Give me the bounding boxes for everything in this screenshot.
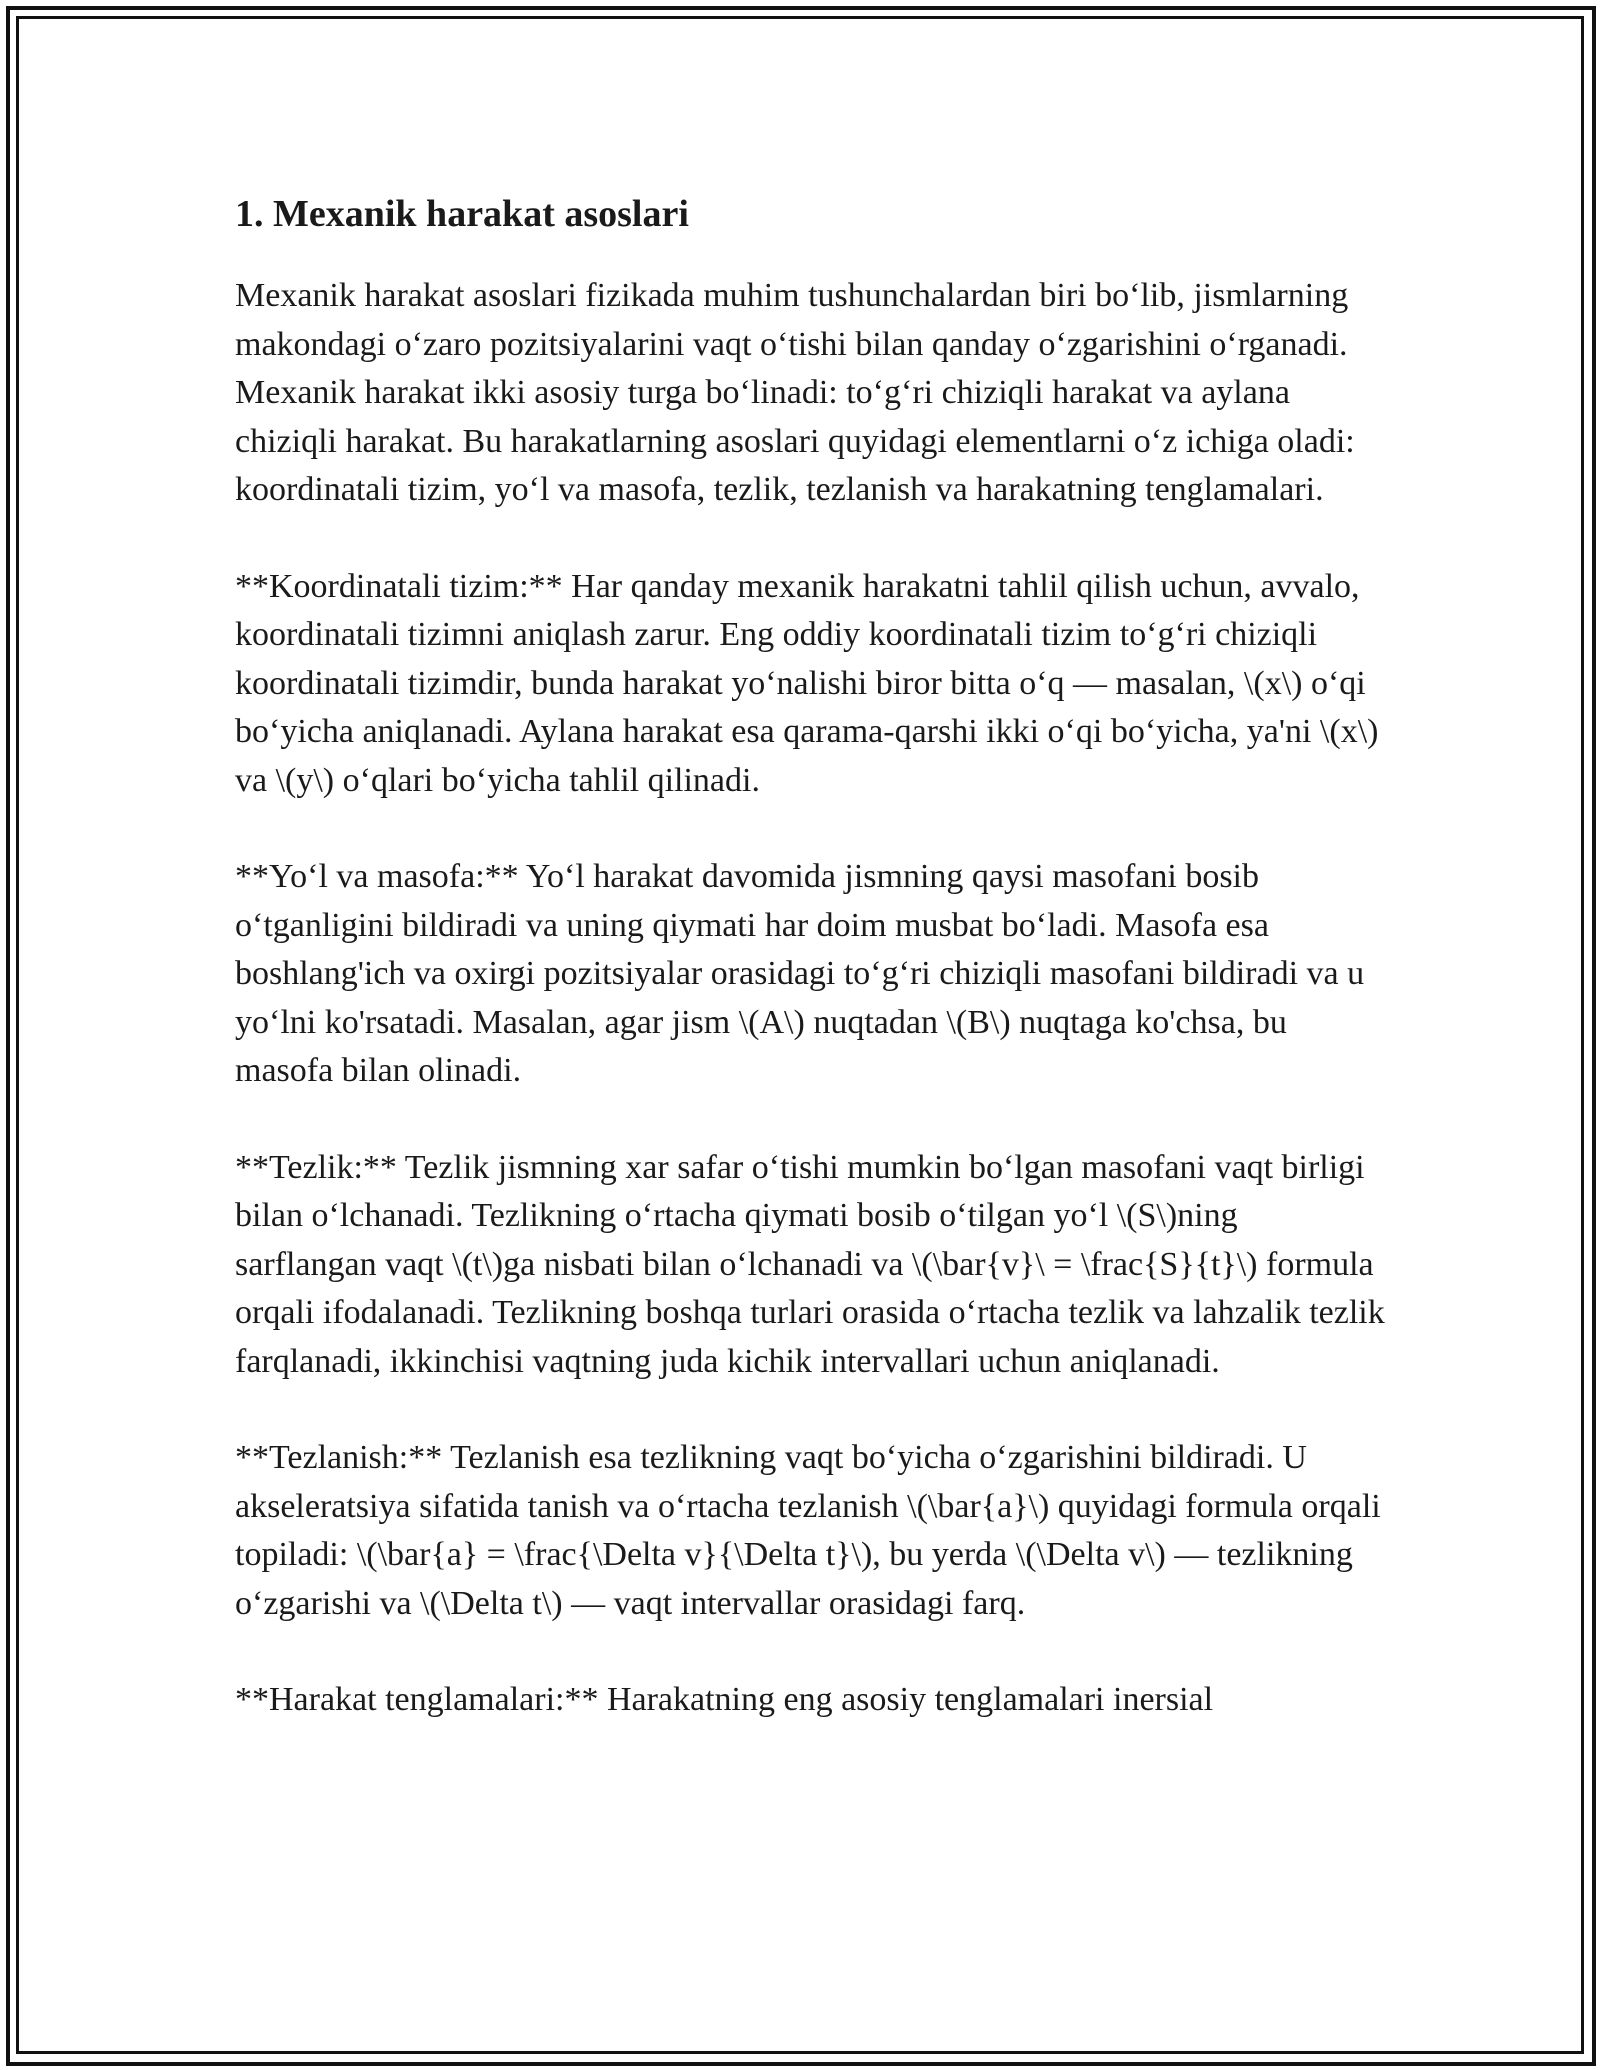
paragraph-velocity: **Tezlik:** Tezlik jismning xar safar o‘tishi mumkin bo‘lgan masofani vaqt birligi bilan o‘lchanadi. Tezlikning o‘rtacha qiymati bosib o‘tilgan yo‘l \(S\)ning sarflangan vaqt \(t\)ga nisbati bilan o‘lchanadi va \(\bar{v}\ = \frac{S}{t}\) formula orqali ifodalanadi. Tezlikning boshqa turlari orasida o‘rtacha tezlik va lahzalik tezlik farqlanadi, ikkinchisi vaqtning juda kichik intervallari uchun aniqlanadi.: [235, 1148, 1385, 1380]
paragraph-acceleration: **Tezlanish:** Tezlanish esa tezlikning vaqt bo‘yicha o‘zgarishini bildiradi. U akseleratsiya sifatida tanish va o‘rtacha tezlanish \(\bar{a}\) quyidagi formula orqali topiladi: \(\bar{a} = \frac{\Delta v}{\Delta t}\), bu yerda \(\Delta v\) — tezlikning o‘zgarishi va \(\Delta t\) — vaqt intervallar orasidagi farq.: [235, 1439, 1381, 1622]
paragraph-coordinate-system: **Koordinatali tizim:** Har qanday mexanik harakatni tahlil qilish uchun, avvalo, koordinatali tizimni aniqlash zarur. Eng oddiy koordinatali tizim to‘g‘ri chiziqli koordinatali tizimdir, bunda harakat yo‘nalishi biror bitta o‘q — masalan, \(x\) o‘qi bo‘yicha aniqlanadi. Aylana harakat esa qarama-qarshi ikki o‘qi bo‘yicha, ya'ni \(x\) va \(y\) o‘qlari bo‘yicha tahlil qilinadi.: [235, 567, 1379, 799]
section-heading: 1. Mexanik harakat asoslari: [235, 193, 689, 235]
paragraph-path-distance: **Yo‘l va masofa:** Yo‘l harakat davomida jismning qaysi masofani bosib o‘tganligini bildiradi va uning qiymati har doim musbat bo‘ladi. Masofa esa boshlang'ich va oxirgi pozitsiyalar orasidagi to‘g‘ri chiziqli masofani bildiradi va u yo‘lni ko'rsatadi. Masalan, agar jism \(A\) nuqtadan \(B\) nuqtaga ko'chsa, bu masofa bilan olinadi.: [235, 858, 1365, 1089]
paragraph-intro: Mexanik harakat asoslari fizikada muhim tushunchalardan biri bo‘lib, jismlarning makondagi o‘zaro pozitsiyalarini vaqt o‘tishi bilan qanday o‘zgarishini o‘rganadi. Mexanik harakat ikki asosiy turga bo‘linadi: to‘g‘ri chiziqli harakat va aylana chiziqli harakat. Bu harakatlarning asoslari quyidagi elementlarni o‘z ichiga oladi: koordinatali tizim, yo‘l va masofa, tezlik, tezlanish va harakatning tenglamalari.: [235, 277, 1355, 508]
paragraph-equations: **Harakat tenglamalari:** Harakatning eng asosiy tenglamalari inersial: [235, 1681, 1214, 1718]
document-body: [235, 186, 1385, 1773]
